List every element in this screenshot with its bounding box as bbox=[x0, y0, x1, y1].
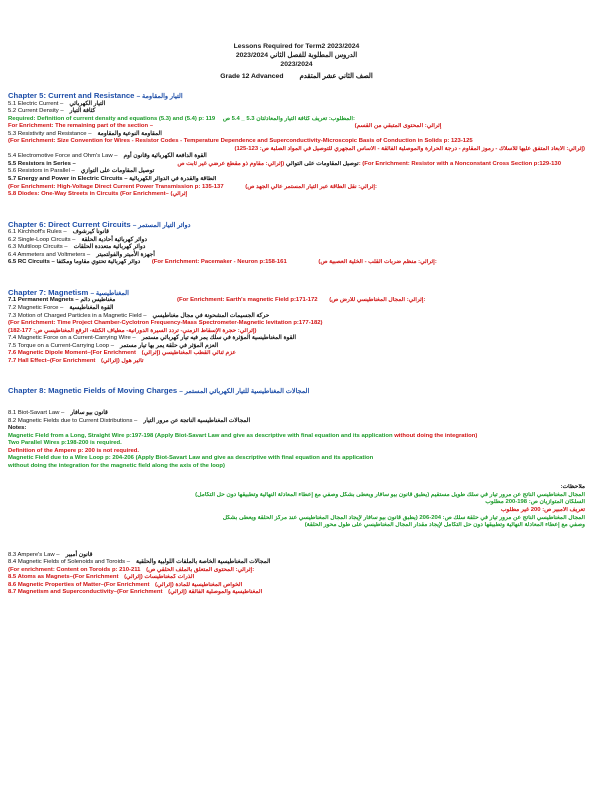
section-5-3-enrichment-ar: (إثرائي: الأبعاد المتفق عليها للأسلاك - رموز المقاوم - درجة الحرارة والموصلية الفائقة - الأساس المجهري للتوصيل في المواد الصلبة ص: 123-125) bbox=[234, 145, 585, 152]
section-6-1: 6.1 Kirchhoff's Rules – قانونا كيرشوف bbox=[8, 229, 109, 236]
note-1: Magnetic Field from a Long, Straight Wire p:197-198 (Apply Biot-Savart Law and give as descriptive with final equation and its application without doing the integration) bbox=[8, 432, 478, 439]
section-8-4-enrichment: (For enrichment: Content on Toroids p: 210-211 (إثرائي: المحتوى المتعلق بالملف الحلقي ص: bbox=[8, 566, 255, 573]
section-5-1: 5.1 Electric Current – التيار الكهربائي bbox=[8, 100, 106, 107]
section-6-2: 6.2 Single-Loop Circuits – دوائر كهربائية أحادية الحلقة bbox=[8, 236, 147, 243]
ar-note-4: المجال المغناطيسي الناتج عن مرور تيار في حلقة سلك ص: 204-206 (يطبق قانون بيو سافار لإيجاد المجال المغناطيسي عند مركز الحلقة ويعطى بشكل bbox=[222, 514, 585, 521]
ar-notes-label: ملاحظات: bbox=[560, 484, 585, 491]
ar-note-3: تعريف الأمبير ص: 200 غير مطلوب bbox=[500, 506, 585, 513]
chapter-5-title: Chapter 5: Current and Resistance – التيار والمقاومة bbox=[8, 91, 183, 100]
section-8-3: 8.3 Ampere's Law – قانون أمبير bbox=[8, 551, 93, 558]
section-6-5: 6.5 RC Circuits – دوائر كهربائية تحتوي مقاوماً ومكثفاً (For Enrichment: Pacemaker - Neuron p:158-161 (إثرائي: منظم ضربات القلب - الخلية العصبية ص: bbox=[8, 259, 437, 266]
section-7-1: 7.1 Permanent Magnets – مغناطيس دائم (For Enrichment: Earth's magnetic Field p:171-172 (إثرائي: المجال المغناطيسي للأرض ص: bbox=[8, 297, 426, 304]
section-5-8: 5.8 Diodes: One-Way Streets in Circuits (For Enrichment– (إثرائي bbox=[8, 191, 188, 198]
note-4b: without doing the integration for the magnetic field along the axis of the loop) bbox=[8, 462, 225, 469]
section-8-2: 8.2 Magnetic Fields due to Current Distributions – المجالات المغناطيسية الناتجة عن مرور التيار bbox=[8, 417, 251, 424]
section-7-4: 7.4 Magnetic Force on a Current-Carrying Wire – القوة المغناطيسية المؤثرة في سلك يمر فيه تيار كهربائي مستمر bbox=[8, 335, 296, 342]
note-4a: Magnetic Field due to a Wire Loop p: 204-206 (Apply Biot-Savart Law and give as descriptive with final equation and its application bbox=[8, 455, 374, 462]
section-5-2-required: Required: Definition of current density and equations (5.3) and (5.4) p: 119 المطلوب: تعريف كثافة التيار والمعادلتان 5.3 _ 5.4 ص: bbox=[8, 115, 355, 122]
ar-note-5: وصفي مع إعطاء المعادلة النهائية وتطبيقها دون حل التكامل لإيجاد مقدار المجال المغناطيسي على طول محور الحلقة) bbox=[304, 522, 585, 529]
section-8-7: 8.7 Magnetism and Superconductivity–(For Enrichment (إثرائي) المغناطيسية والموصلية الفائقة bbox=[8, 589, 263, 596]
grade-row bbox=[0, 72, 593, 81]
note-3: Definition of the Ampere p: 200 is not required. bbox=[8, 447, 140, 454]
section-8-6: 8.6 Magnetic Properties of Matter–(For Enrichment (إثرائي) الخواص المغناطيسية للمادة bbox=[8, 581, 243, 588]
grade-en: Grade 12 Advanced bbox=[220, 73, 284, 80]
chapter-8-title: Chapter 8: Magnetic Fields of Moving Charges – المجالات المغناطيسية للتيار الكهربائي المستمر bbox=[8, 386, 310, 396]
document-header bbox=[0, 0, 593, 81]
section-5-3-enrichment-en: (For Enrichment: Size Convention for Wires - Resistor Codes - Temperature Dependence and Superconductivity-Microscopic Basis of Conduction in Solids p: 123-125 bbox=[8, 138, 473, 145]
section-5-5: 5.5 Resistors in Series – توصيل المقاومات على التوالي (إثرائي: مقاوم ذو مقطع عرضي غير ثابت ص: (For Enrichment: Resistor with a Nonconstant Cross Section p:129-130 bbox=[8, 160, 561, 167]
section-7-7: 7.7 Hall Effect–(For Enrichment (إثرائي) تأثير هول bbox=[8, 357, 144, 364]
title-ar: الدروس المطلوبة للفصل الثاني 2023/2024 bbox=[235, 52, 358, 59]
ar-note-2: السلكان المتوازيان ص: 198-200 مطلوب bbox=[485, 499, 585, 506]
section-5-2-enrichment: For Enrichment: The remaining part of the section – (إثرائي: المحتوى المتبقي من القسم bbox=[8, 123, 442, 130]
section-5-7: 5.7 Energy and Power in Electric Circuits – الطاقة والقدرة في الدوائر الكهربائية bbox=[8, 176, 217, 183]
section-7-3-enrichment-en: (For Enrichment: Time Project Chamber-Cyclotron Frequency-Mass Spectrometer-Magnetic levitation p:177-182) bbox=[8, 320, 323, 327]
lesson-list bbox=[8, 92, 585, 597]
section-5-6: 5.6 Resistors in Parallel – توصيل المقاومات على التوازي bbox=[8, 168, 155, 175]
section-7-2: 7.2 Magnetic Force – القوة المغناطيسية bbox=[8, 305, 114, 312]
section-7-3: 7.3 Motion of Charged Particles in a Magnetic Field – حركة الجسيمات المشحونة في مجال مغناطيسي bbox=[8, 312, 270, 319]
ar-note-1: المجال المغناطيسي الناتج عن مرور تيار في سلك طويل مستقيم (يطبق قانون بيو سافار ويعطى بشكل وصفي مع إعطاء المعادلة النهائية وتطبيقها دون حل التكامل) bbox=[195, 491, 585, 498]
note-2: Two Parallel Wires p:198-200 is required. bbox=[8, 440, 122, 447]
section-8-1: 8.1 Biot-Savart Law – قانون بيو سافار bbox=[8, 409, 108, 416]
section-5-4: 5.4 Electromotive Force and Ohm's Law – القوة الدافعة الكهربائية وقانون أوم bbox=[8, 153, 207, 160]
section-7-5: 7.5 Torque on a Current-Carrying Loop – العزم المؤثر في حلقة يمر بها تيار مستمر bbox=[8, 342, 219, 349]
section-7-3-enrichment-ar: (إثرائي: حجرة الإسقاط الزمني- تردد السيرة الدورانية- مطياف الكتلة- الرفع المغناطيسي ص: 177-182) bbox=[8, 327, 257, 334]
chapter-7-title: Chapter 7: Magnetism – المغناطيسية bbox=[8, 287, 129, 297]
notes-label: Notes: bbox=[8, 425, 27, 432]
title-year: 2023/2024 bbox=[280, 61, 313, 68]
grade-ar: الصف الثاني عشر المتقدم bbox=[299, 73, 373, 80]
chapter-6-title: Chapter 6: Direct Current Circuits – دوائر التيار المستمر bbox=[8, 219, 191, 229]
section-5-7-enrichment: (For Enrichment: High-Voltage Direct Current Power Transmission p: 135-137 (إثرائي: نقل الطاقة عبر التيار المستمر عالي الجهد ص: bbox=[8, 183, 377, 190]
section-8-4: 8.4 Magnetic Fields of Solenoids and Toroids – المجالات المغناطيسية الخاصة بالملفات اللولبية والحلقية bbox=[8, 559, 271, 566]
section-8-5: 8.5 Atoms as Magnets–(For Enrichment (إثرائي) الذرات كمغناطيسات bbox=[8, 574, 195, 581]
section-6-4: 6.4 Ammeters and Voltmeters – أجهزة الأميتر والفولتميتر bbox=[8, 251, 155, 258]
section-7-6: 7.6 Magnetic Dipole Moment–(For Enrichment (إثرائي) عزم ثنائي القطب المغناطيسي bbox=[8, 350, 236, 357]
section-5-3: 5.3 Resistivity and Resistance – المقاومة النوعية والمقاومة bbox=[8, 130, 162, 137]
title-en: Lessons Required for Term2 2023/2024 bbox=[233, 43, 360, 50]
section-5-2: 5.2 Current Density – كثافة التيار bbox=[8, 108, 96, 115]
section-6-3: 6.3 Multiloop Circuits – دوائر كهربائية متعددة الحلقات bbox=[8, 244, 146, 251]
